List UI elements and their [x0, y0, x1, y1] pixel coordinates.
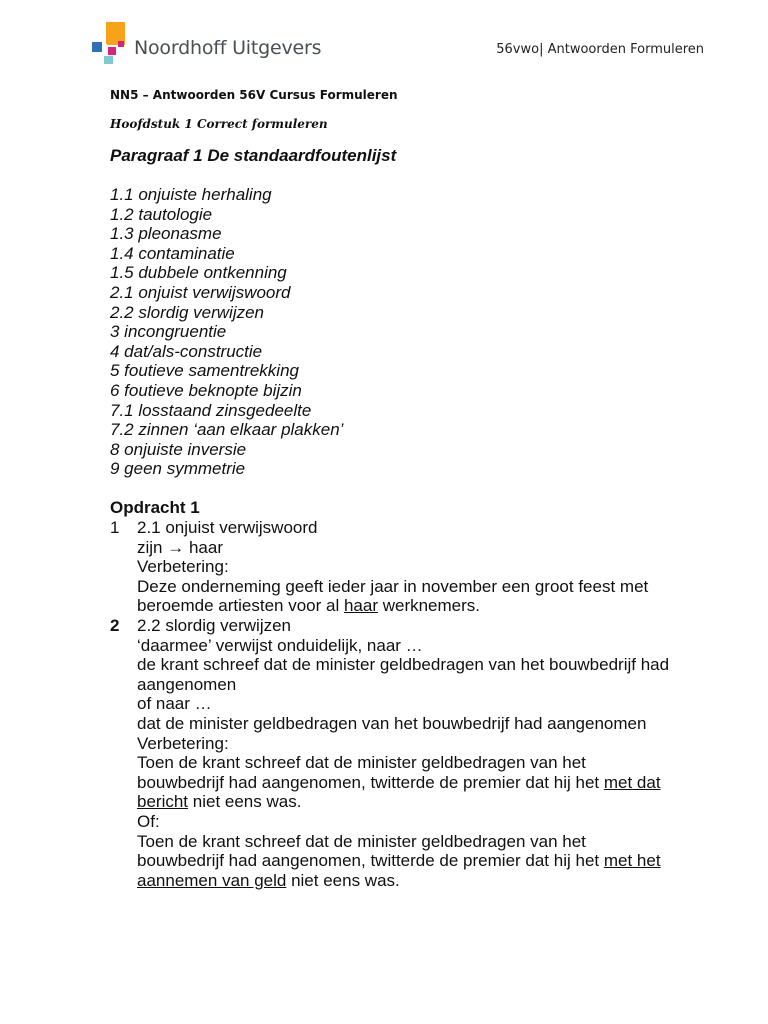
underlined-text: aannemen van geld — [137, 870, 287, 890]
list-item: 9 geen symmetrie — [110, 459, 246, 479]
text-segment: beroemde artiesten voor al — [137, 596, 344, 616]
list-item: 3 incongruentie — [110, 322, 227, 342]
logo-mark-icon — [92, 20, 128, 64]
answer-line: ‘daarmee’ verwijst onduidelijk, naar … — [137, 635, 423, 655]
answer-line: zijn → haar — [137, 537, 223, 557]
list-item: 4 dat/als-constructie — [110, 341, 263, 361]
underlined-text: bericht — [137, 792, 189, 812]
list-item: 2.1 onjuist verwijswoord — [110, 282, 291, 302]
answer-line: Verbetering: — [137, 733, 229, 753]
logo-blue-square — [92, 42, 102, 52]
list-item: 1.3 pleonasme — [110, 224, 222, 244]
list-item: 8 onjuiste inversie — [110, 439, 247, 459]
logo-white-gap — [103, 44, 107, 48]
answer-line: Of: — [137, 811, 160, 831]
list-item: 5 foutieve samentrekking — [110, 361, 299, 381]
answer-body — [137, 616, 720, 890]
text-segment: niet eens was. — [188, 792, 302, 812]
answer-line: Toen de krant schreef dat de minister geldbedragen van het — [137, 753, 586, 773]
answer-line: Toen de krant schreef dat de minister geldbedragen van het — [137, 831, 586, 851]
text-segment: werknemers. — [377, 596, 481, 616]
underlined-text: haar — [343, 596, 378, 616]
header-course-label: 56vwo| Antwoorden Formuleren — [496, 42, 704, 57]
chapter-heading: Hoofdstuk 1 Correct formuleren — [110, 117, 328, 131]
list-item: 6 foutieve beknopte bijzin — [110, 380, 302, 400]
paragraph-heading: Paragraaf 1 De standaardfoutenlijst — [110, 146, 397, 165]
underlined-text: met dat — [603, 772, 661, 792]
list-item: 2.2 slordig verwijzen — [110, 302, 265, 322]
document-title: NN5 – Antwoorden 56V Cursus Formuleren — [110, 88, 398, 102]
logo-pink-square — [108, 47, 116, 55]
list-item: 1.1 onjuiste herhaling — [110, 185, 272, 204]
answer-1 — [110, 518, 720, 616]
answer-body — [137, 518, 720, 616]
list-item: 1.5 dubbele ontkenning — [110, 263, 287, 283]
text-segment: bouwbedrijf had aangenomen, twitterde de premier dat hij het — [137, 851, 604, 871]
answer-line: dat de minister geldbedragen van het bouwbedrijf had aangenomen — [137, 713, 647, 733]
exercise-heading: Opdracht 1 — [110, 498, 200, 517]
answer-line: de krant schreef dat de minister geldbedragen van het bouwbedrijf had — [137, 655, 670, 675]
error-list — [110, 185, 343, 479]
answer-line: of naar … — [137, 694, 212, 714]
answer-line: Deze onderneming geeft ieder jaar in november een groot feest met — [137, 576, 649, 596]
list-item: 1.4 contaminatie — [110, 243, 235, 263]
underlined-text: met het — [603, 851, 661, 871]
answer-line — [137, 596, 720, 616]
answer-line: Verbetering: — [137, 557, 229, 577]
text-segment: bouwbedrijf had aangenomen, twitterde de premier dat hij het — [137, 772, 604, 792]
text-segment: niet eens was. — [286, 870, 400, 890]
logo-teal-square — [104, 56, 113, 64]
logo-pink-small-square — [118, 41, 124, 47]
answer-line: 2.1 onjuist verwijswoord — [137, 518, 318, 537]
answer-line — [137, 871, 720, 891]
brand-name: Noordhoff Uitgevers — [134, 37, 322, 59]
answer-line: 2.2 slordig verwijzen — [137, 616, 292, 635]
answer-line — [137, 773, 720, 793]
brand-logo — [92, 20, 322, 66]
list-item: 7.2 zinnen ‘aan elkaar plakken’ — [110, 420, 344, 440]
answer-2 — [110, 616, 720, 890]
answer-number: 1 — [110, 518, 120, 537]
list-item: 7.1 losstaand zinsgedeelte — [110, 400, 312, 420]
list-item: 1.2 tautologie — [110, 204, 213, 224]
answer-line — [137, 792, 720, 812]
answer-line: aangenomen — [137, 674, 237, 694]
answer-number: 2 — [110, 616, 120, 635]
answer-line — [137, 851, 720, 871]
